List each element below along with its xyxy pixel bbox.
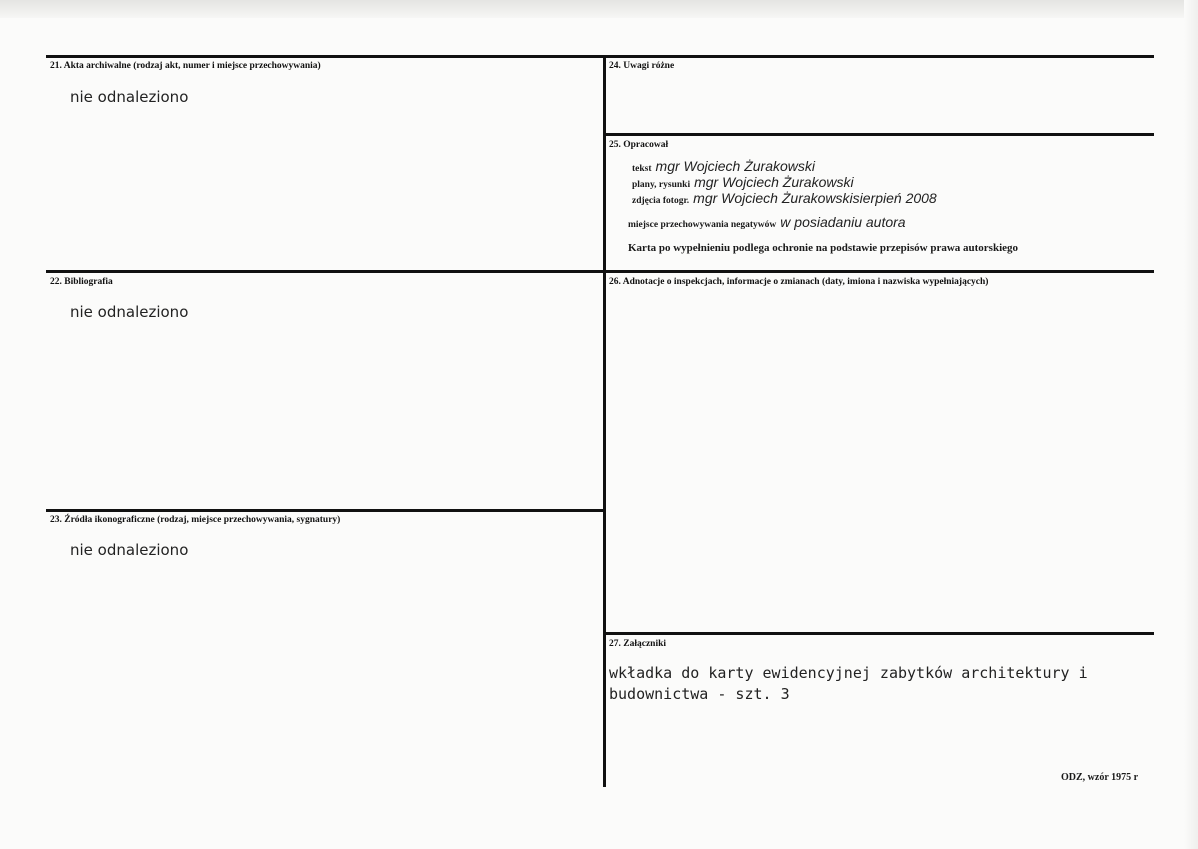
- negatives-value: w posiadaniu autora: [780, 214, 906, 230]
- photos-label: zdjęcia fotogr.: [632, 196, 690, 206]
- rule-26-27: [604, 632, 1154, 635]
- section-23-label: 23. Źródła ikonograficzne (rodzaj, miejsce przechowywania, sygnatury): [50, 515, 341, 525]
- rule-21-22: [46, 270, 1154, 273]
- section-22-label: 22. Bibliografia: [50, 277, 113, 287]
- negatives-label: miejsce przechowywania negatywów: [628, 220, 777, 230]
- scan-right-edge: [1184, 0, 1198, 849]
- author-text-row: [632, 158, 815, 174]
- rule-24-25: [604, 133, 1154, 136]
- top-rule: [46, 55, 1154, 58]
- negatives-row: [628, 214, 906, 230]
- section-27-label: 27. Załączniki: [609, 639, 667, 649]
- photos-value: mgr Wojciech Żurakowskisierpień 2008: [693, 190, 937, 206]
- section-26-label: 26. Adnotacje o inspekcjach, informacje o zmianach (daty, imiona i nazwiska wypełniających): [609, 277, 989, 287]
- copyright-note: Karta po wypełnieniu podlega ochronie na podstawie przepisów prawa autorskiego: [628, 242, 1019, 254]
- form-version-footer: ODZ, wzór 1975 r: [1061, 772, 1139, 783]
- section-23-value: nie odnaleziono: [70, 541, 189, 559]
- section-22-value: nie odnaleziono: [70, 303, 189, 321]
- section-24-label: 24. Uwagi różne: [609, 61, 675, 71]
- author-text-value: mgr Wojciech Żurakowski: [655, 158, 816, 174]
- section-21-value: nie odnaleziono: [70, 88, 189, 106]
- author-text-label: tekst: [632, 164, 652, 174]
- section-27-value: wkładka do karty ewidencyjnej zabytków architektury i budownictwa - szt. 3: [609, 664, 1088, 703]
- section-21-label: 21. Akta archiwalne (rodzaj akt, numer i miejsce przechowywania): [50, 61, 321, 71]
- photos-row: [632, 190, 937, 206]
- rule-22-23: [46, 509, 604, 512]
- drawings-label: plany, rysunki: [632, 180, 691, 190]
- drawings-row: [632, 174, 854, 190]
- center-divider: [603, 55, 606, 787]
- scan-top-edge: [0, 0, 1198, 18]
- section-25-label: 25. Opracował: [609, 140, 669, 150]
- drawings-value: mgr Wojciech Żurakowski: [694, 174, 854, 190]
